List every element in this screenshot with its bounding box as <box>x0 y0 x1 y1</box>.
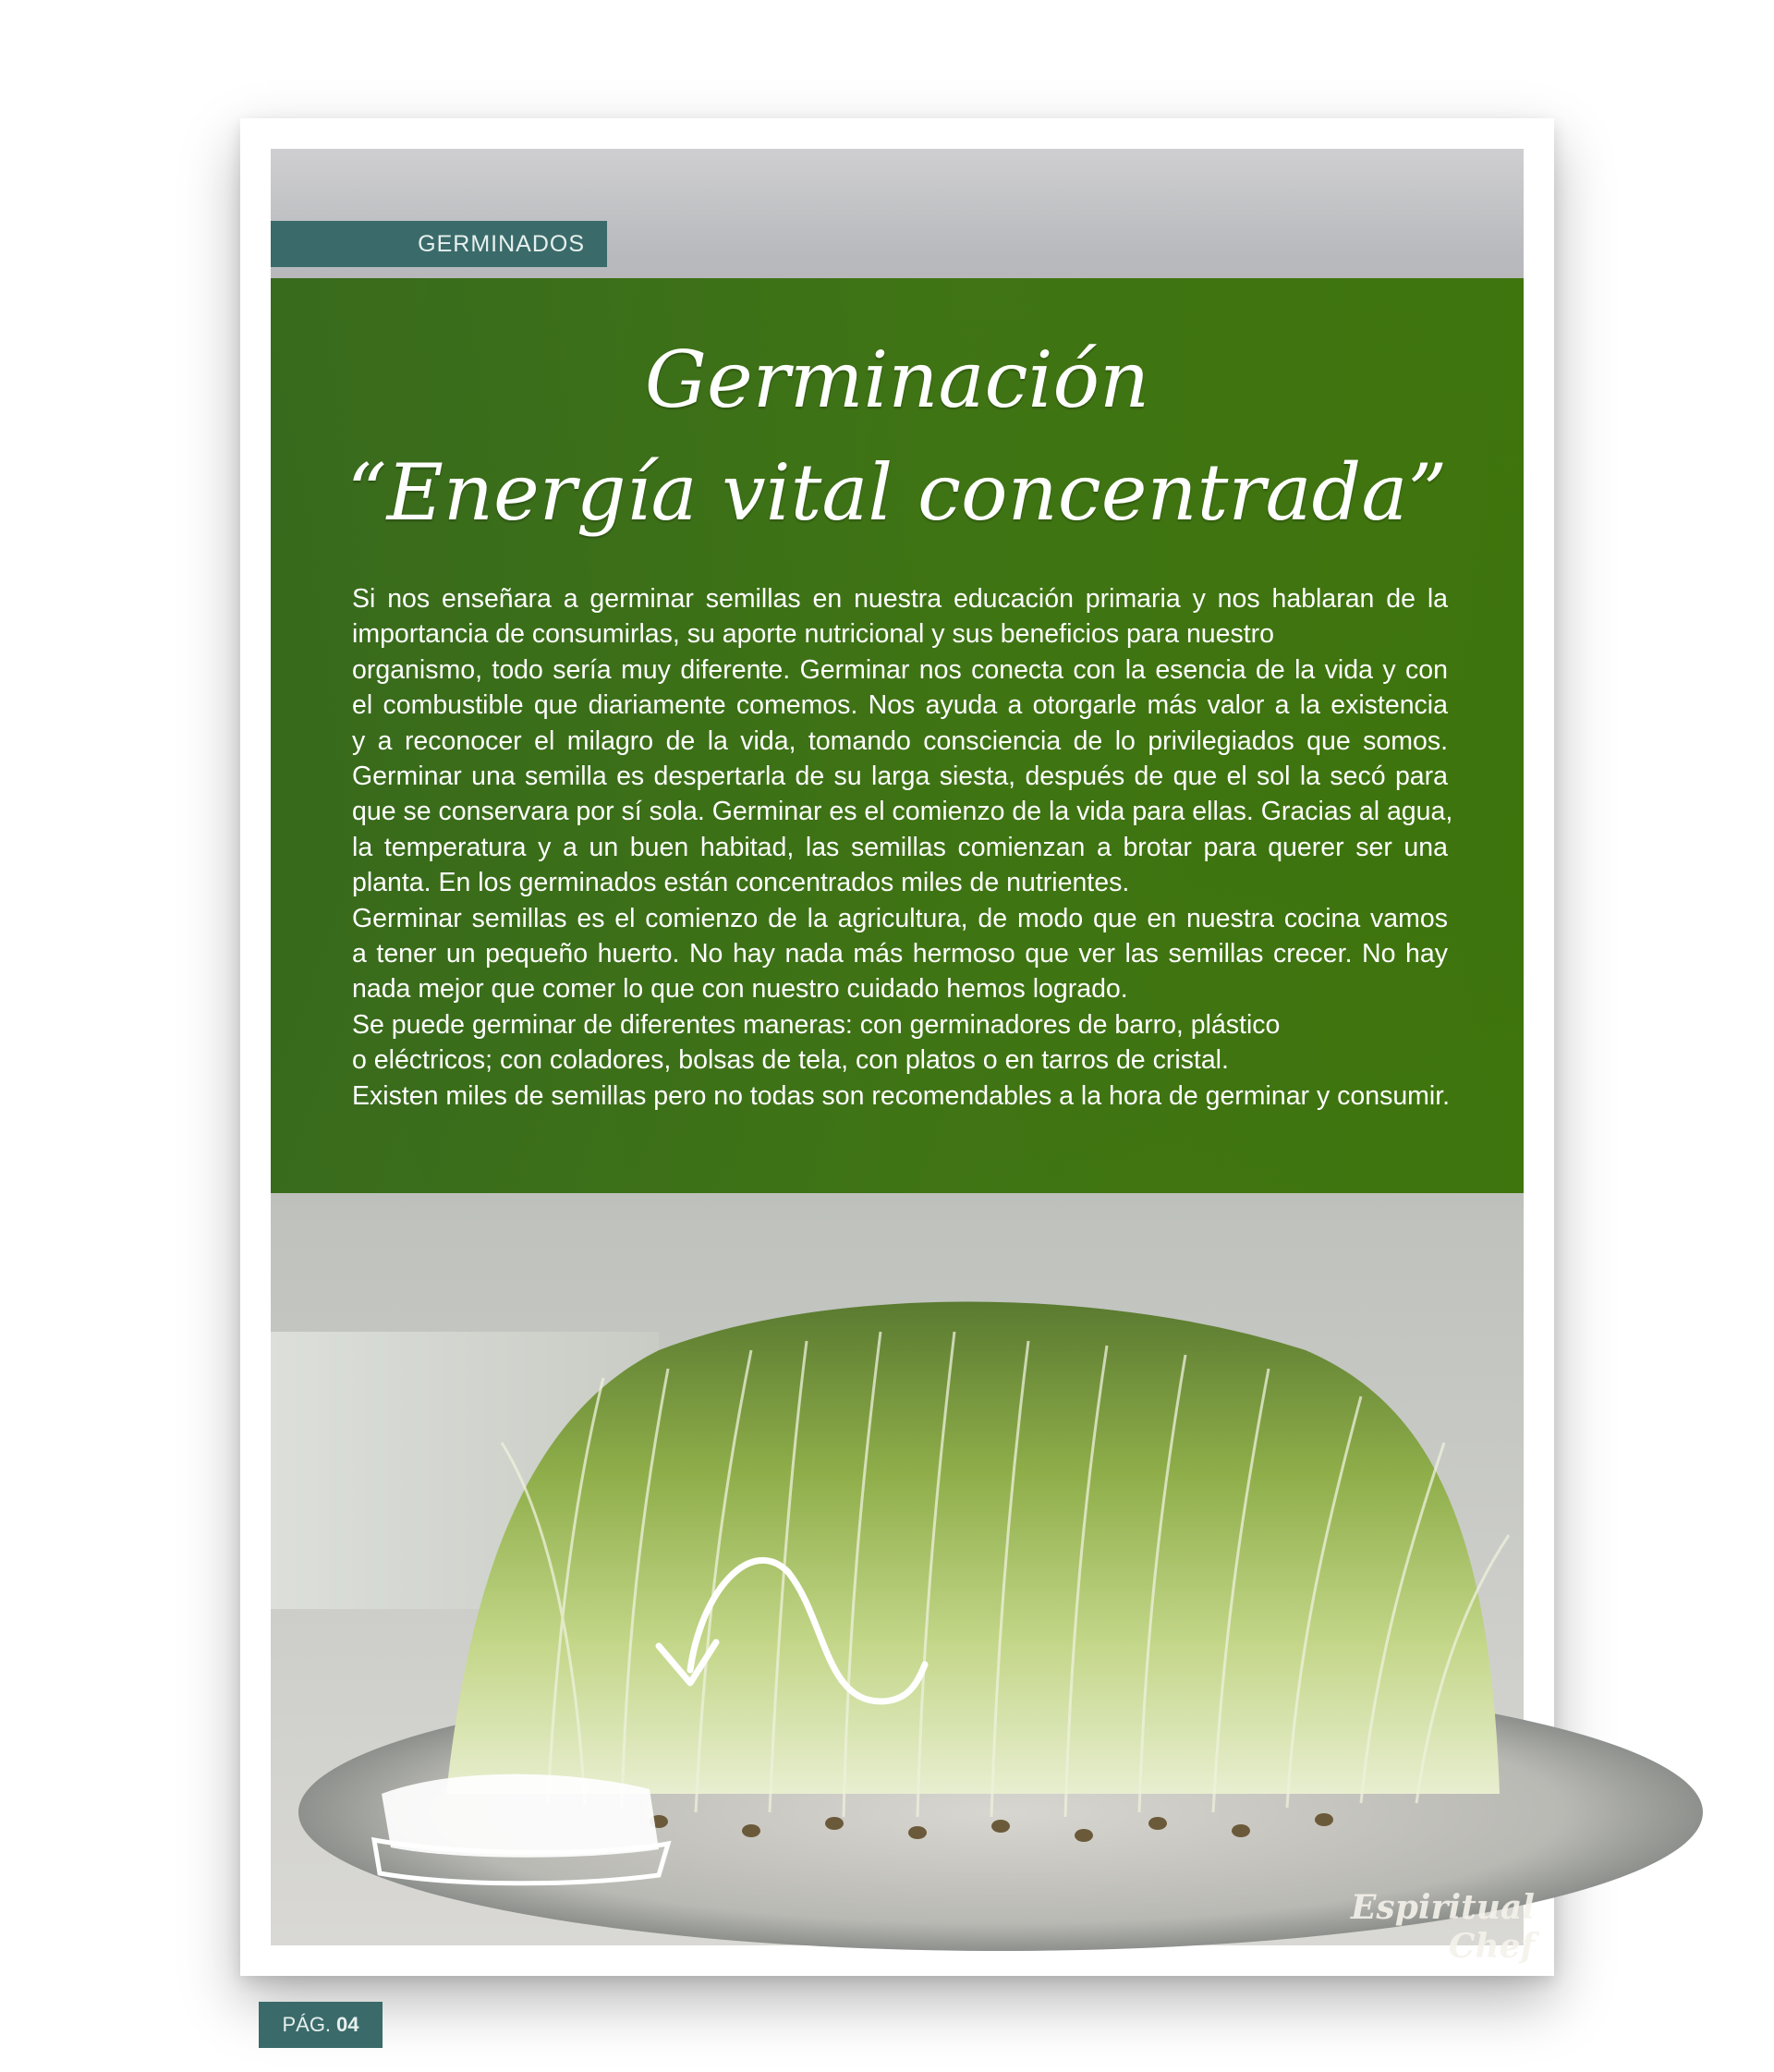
body-line: a tener un pequeño huerto. No hay nada más hermoso que ver las semillas crecer. No hay <box>352 939 1448 969</box>
title-line-2: “Energía vital concentrada” <box>346 447 1448 538</box>
body-line: Germinar una semilla es despertarla de su larga siesta, después de que el sol la secó para <box>352 762 1448 792</box>
body-line: nada mejor que comer lo que con nuestro cuidado hemos logrado. <box>352 974 1128 1005</box>
body-line: la temperatura y a un buen habitad, las semillas comienzan a brotar para querer ser una <box>352 832 1448 862</box>
title-line-1: Germinación <box>644 335 1150 425</box>
body-line: Si nos enseñara a germinar semillas en nuestra educación primaria y nos hablaran de la <box>352 584 1448 614</box>
body-line: el combustible que diariamente comemos. Nos ayuda a otorgarle más valor a la existencia <box>352 690 1448 721</box>
body-line: o eléctricos; con coladores, bolsas de tela, con platos o en tarros de cristal. <box>352 1045 1229 1076</box>
body-text <box>352 581 1453 1114</box>
body-line: organismo, todo sería muy diferente. Germinar nos conecta con la esencia de la vida y con <box>352 654 1448 685</box>
body-line: y a reconocer el milagro de la vida, tomando consciencia de lo privilegiados que somos. <box>352 725 1448 756</box>
body-line: Existen miles de semillas pero no todas son recomendables a la hora de germinar y consumir. <box>352 1080 1451 1111</box>
body-line: planta. En los germinados están concentrados miles de nutrientes. <box>352 868 1130 898</box>
page-number-tab <box>259 2002 383 2048</box>
green-text-panel <box>271 278 1524 1193</box>
body-line: que se conservara por sí sola. Germinar es el comienzo de la vida para ellas. Gracias al agua, <box>352 797 1453 827</box>
section-tab: GERMINADOS <box>271 221 607 267</box>
page-prefix: PÁG. <box>282 2013 332 2036</box>
body-line: Germinar semillas es el comienzo de la agricultura, de modo que en nuestra cocina vamos <box>352 903 1448 933</box>
sprouts-photo <box>271 149 1535 1966</box>
page-number: 04 <box>336 2013 359 2036</box>
body-line: importancia de consumirlas, su aporte nutricional y sus beneficios para nuestro <box>352 619 1275 650</box>
body-line: Se puede germinar de diferentes maneras: con germinadores de barro, plástico <box>352 1009 1281 1040</box>
magazine-page <box>240 118 1554 2036</box>
brand-signature: Espiritual Chef <box>1350 1888 1535 1966</box>
